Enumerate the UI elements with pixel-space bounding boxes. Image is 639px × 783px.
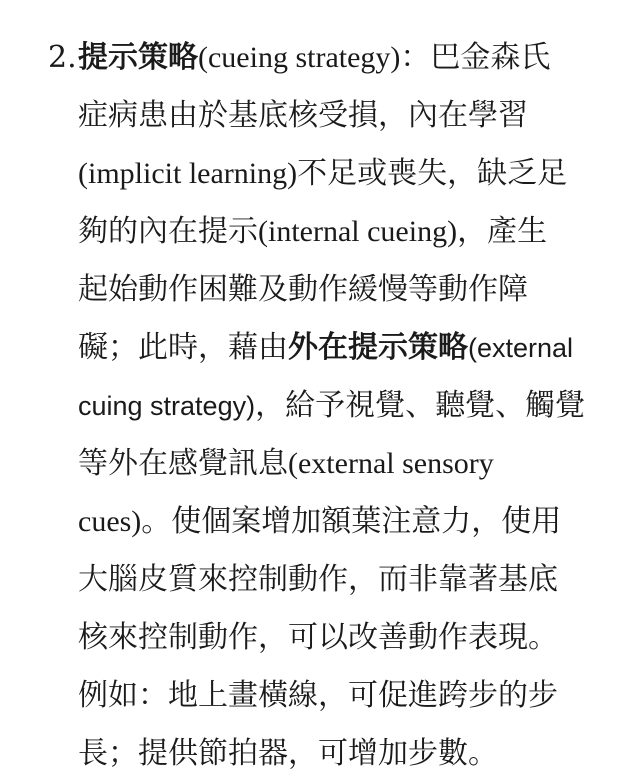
text-run: 長；提供節拍器，可增加步數。: [78, 736, 498, 771]
text-line: [78, 609, 600, 667]
list-item-number: 2.: [48, 40, 77, 75]
text-line: [78, 725, 600, 783]
bold-term: 提示策略: [78, 40, 198, 75]
text-line: [78, 203, 600, 261]
text-run: (external: [468, 333, 574, 363]
text-run: cuing strategy): [78, 391, 256, 421]
text-run: (cueing strategy): [198, 41, 401, 74]
text-run: (internal cueing): [258, 215, 458, 248]
text-run: 核來控制動作，可以改善動作表現。: [78, 620, 558, 655]
text-run: 。使個案增加額葉注意力，使用: [141, 504, 562, 539]
text-line: [78, 435, 600, 493]
bold-term: 外在提示策略: [288, 330, 468, 365]
text-run: 大腦皮質來控制動作，而非靠著基底: [78, 562, 558, 597]
text-run: ，給予視覺、聽覺、觸覺: [255, 388, 586, 423]
text-run: (implicit learning): [78, 157, 298, 190]
text-line: [78, 319, 600, 377]
text-run: cues): [78, 505, 142, 538]
text-line: [78, 87, 600, 145]
text-line: [78, 377, 600, 435]
text-run: 起始動作困難及動作緩慢等動作障: [78, 272, 528, 307]
text-line: [78, 551, 600, 609]
text-run: 礙；此時，藉由: [78, 330, 288, 365]
text-line: [78, 261, 600, 319]
text-line: [78, 145, 600, 203]
text-run: 例如：地上畫橫線，可促進跨步的步: [78, 678, 558, 713]
text-run: ，產生: [457, 214, 548, 249]
text-run: ：巴金森氏: [400, 40, 551, 75]
text-run: 等外在感覺訊息: [78, 446, 288, 481]
text-run: 不足或喪失，缺乏足: [297, 156, 568, 191]
text-line: [78, 667, 600, 725]
text-run: 症病患由於基底核受損，內在學習: [78, 98, 528, 133]
text-line: [78, 493, 600, 551]
text-run: (external sensory: [288, 447, 494, 480]
text-line: [78, 29, 600, 87]
paragraph-body: [78, 29, 600, 783]
text-run: 夠的內在提示: [78, 214, 258, 249]
